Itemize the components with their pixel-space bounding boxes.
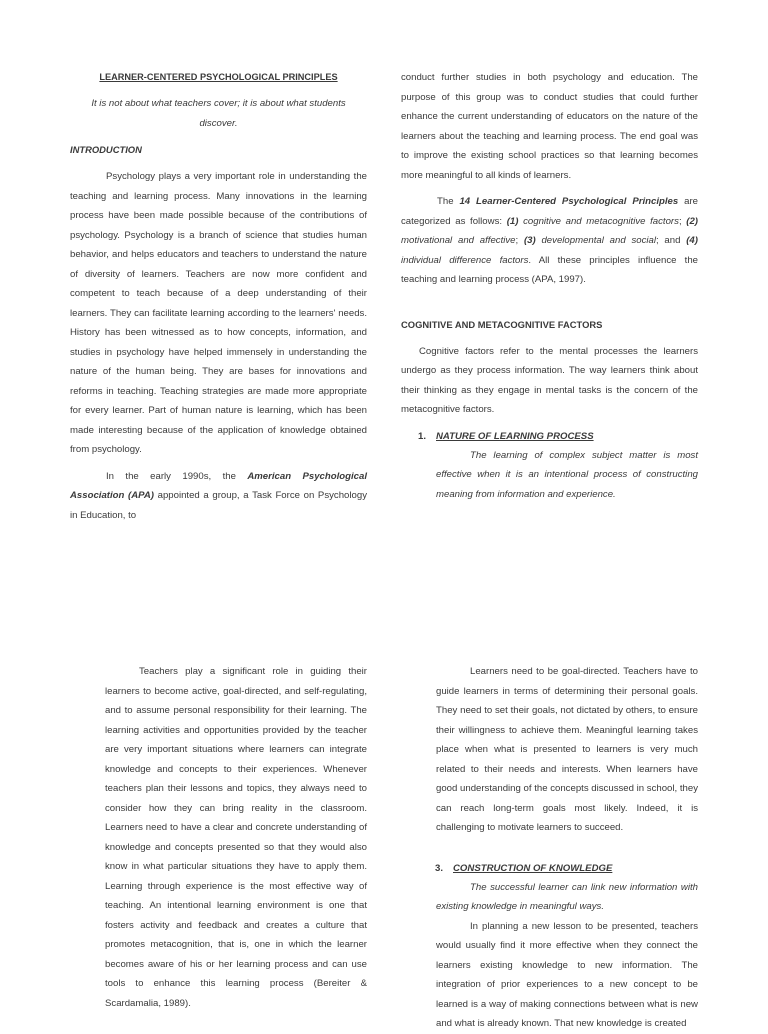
separator-2: ; [515, 235, 524, 246]
principles-name: 14 Learner-Centered Psychological Principles [459, 196, 679, 207]
goal-directed-paragraph: Learners need to be goal-directed. Teachers have to guide learners in terms of determining their personal goals. They need to set their goals, not dictated by others, to ensure their willingness to achieve them. Meaningful learning takes place when what is presented to learners is very much related to their needs and interests. When learners have good understanding of the concepts discussed in school, they can reach long-term goals most likely. Indeed, it is challenging to motivate learners to succeed. [436, 666, 698, 833]
epigraph: It is not about what teachers cover; it is about what students discover. [91, 98, 346, 129]
category-3-text: developmental and social [535, 235, 656, 246]
principle-3-quote: The successful learner can link new information with existing knowledge in meaningful ways. [436, 881, 698, 912]
separator-3: ; and [655, 235, 687, 246]
category-1-text: cognitive and metacognitive factors [518, 215, 679, 227]
principle-3-title: CONSTRUCTION OF KNOWLEDGE [453, 862, 613, 874]
principles-paragraph [401, 192, 698, 290]
document-title: LEARNER-CENTERED PSYCHOLOGICAL PRINCIPLES [99, 72, 338, 82]
apa-text-c: appointed a group, a Task Force on Psychology in Education, to [70, 490, 367, 521]
principle-3-number: 3. [435, 862, 444, 874]
introduction-paragraph: Psychology plays a very important role in understanding the teaching and learning process. Many innovations in the learning process have been made possible because of the contributions of psychology. Psychology is a branch of science that studies human behavior, and helps educators and teachers to understand the nature of diversity of learners. Teachers are now more confident and competent to teach because of a deep understanding of their learners. They can facilitate learning according to the learners' needs. History has been witnessed as to how concepts, information, and studies in psychology have helped immensely in understanding the nature of the human being. They are bases for innovations and reforms in teaching. Teaching strategies are made more appropriate for every learner. Part of human nature is learning, which has been made interesting because of the application of knowledge obtained from psychology. [70, 171, 367, 455]
category-4-text: individual difference factors [401, 254, 529, 266]
page-2 [0, 640, 768, 1029]
page-1-right-column [401, 68, 698, 504]
category-2-number: (2) [686, 215, 698, 227]
planning-paragraph: In planning a new lesson to be presented, teachers would usually find it more effective when they connect the learners existing knowledge to new information. The integration of prior experiences to a new concept to be learned is a way of making connections between what is new and what is already known. That new knowledge is created [436, 920, 698, 1029]
apa-name: American Psychological Association (APA) [70, 470, 367, 501]
principles-text-c: are categorized as follows: [401, 196, 698, 227]
cognitive-paragraph: Cognitive factors refer to the mental processes the learners undergo as they process information. The way learners think about their thinking as they engage in mental tasks is the concern of the metacognitive factors. [401, 345, 698, 415]
introduction-heading: INTRODUCTION [70, 144, 142, 155]
principles-text-a: The [437, 196, 460, 207]
page-2-left-column [105, 662, 367, 1013]
principle-1-number: 1. [418, 430, 427, 442]
principle-1-title: NATURE OF LEARNING PROCESS [436, 430, 594, 442]
page-2-right-column [436, 662, 698, 1034]
separator-1: ; [678, 215, 687, 227]
apa-paragraph [70, 467, 367, 526]
apa-text-a: In the early 1990s, the [106, 470, 248, 482]
category-2-text: motivational and affective [401, 235, 516, 246]
category-3-number: (3) [523, 235, 536, 246]
teachers-paragraph: Teachers play a significant role in guiding their learners to become active, goal-directed, and self-regulating, and to assume personal responsibility for their learning. The learning activities and opportunities provided by the teacher are very important situations where learners can integrate knowledge and concepts to their experiences. Whenever teachers plan their lessons and topics, they always need to consider how they can bring reality in the classroom. Learners need to have a clear and concrete understanding of knowledge and concepts presented so that they would also know in what particular situations they have to apply them. Learning through experience is the most effective way of teaching. An intentional learning environment is one that fosters activity and feedback and creates a culture that promotes metacognition, that is, one in which the learner becomes aware of his or her learning process and can use tools to enhance this learning process (Bereiter & Scardamalia, 1989). [105, 666, 367, 1009]
cognitive-heading: COGNITIVE AND METACOGNITIVE FACTORS [401, 318, 603, 330]
page-1-left-column [70, 68, 367, 525]
continuation-paragraph: conduct further studies in both psychology and education. The purpose of this group was to conduct studies that could further enhance the current understanding of educators on the nature of the learners about the teaching and learning process. The end goal was to improve the existing school practices so that learning becomes more meaningful to all kinds of learners. [401, 72, 698, 181]
principle-3-heading [418, 860, 698, 878]
principles-end: . All these principles influence the teaching and learning process (APA, 1997). [401, 254, 699, 285]
category-4-number: (4) [686, 235, 698, 246]
category-1-number: (1) [506, 215, 519, 227]
principle-1-heading [401, 428, 698, 446]
principle-1-quote: The learning of complex subject matter is most effective when it is an intentional process of constructing meaning from information and experience. [436, 449, 698, 500]
